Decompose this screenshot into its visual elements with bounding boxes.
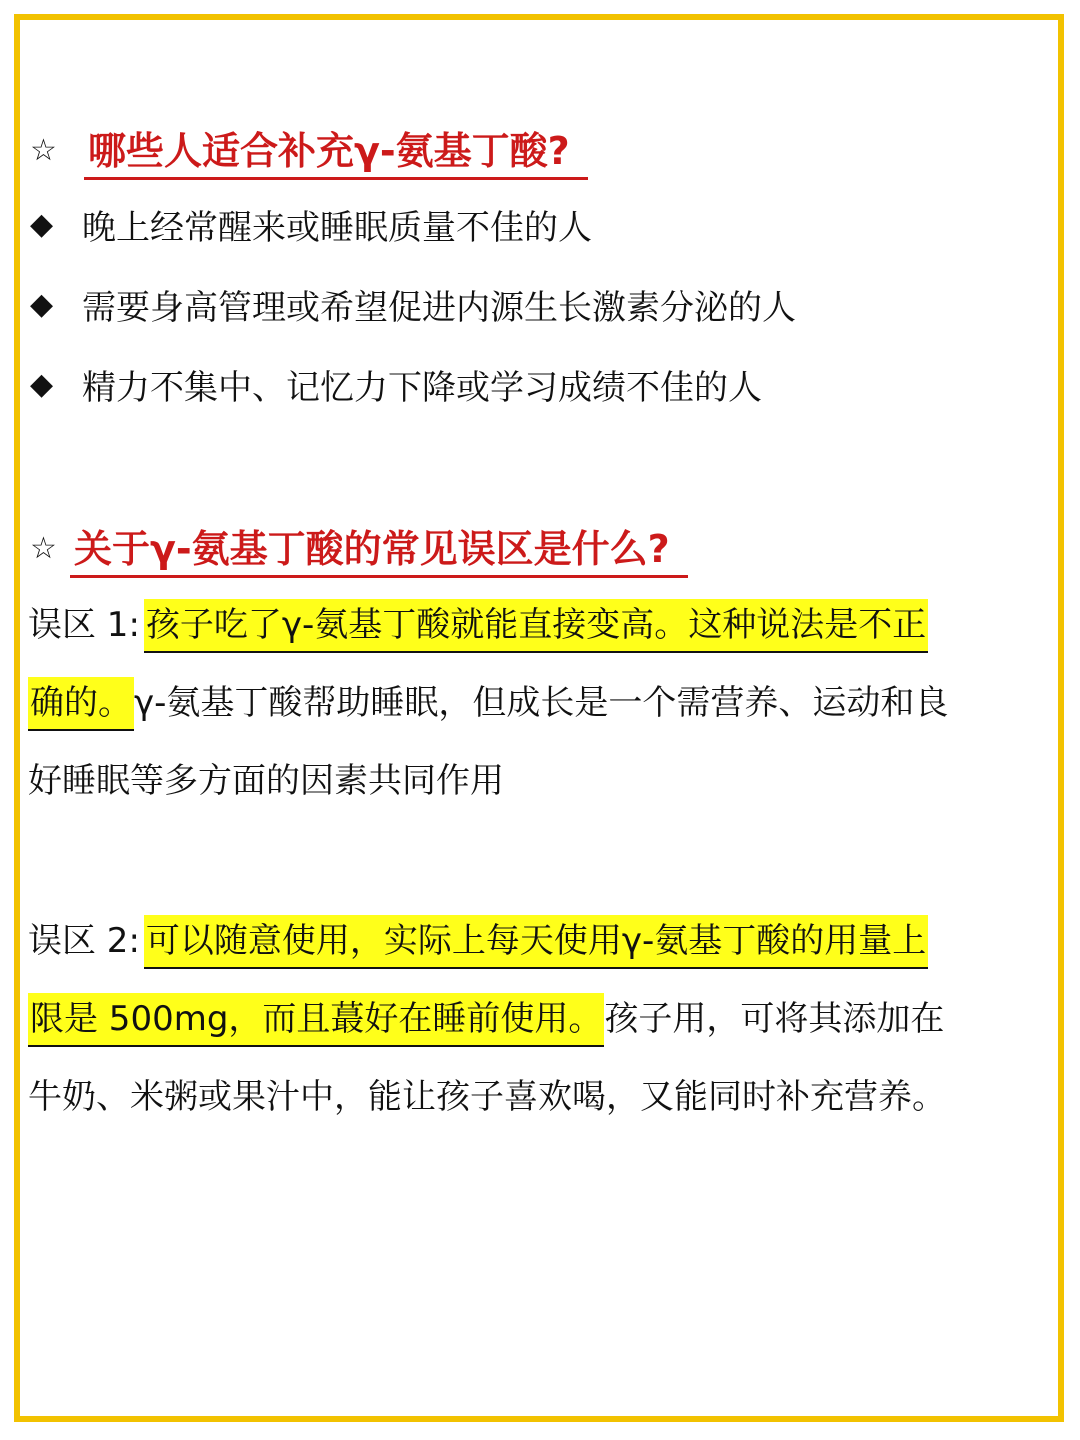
paragraph-line (28, 980, 1050, 1058)
paragraph-line (28, 902, 1050, 980)
highlighted-text: 孩子吃了γ-氨基丁酸就能直接变高。这种说法是不正 (144, 599, 928, 653)
section-heading: 关于γ-氨基丁酸的常见误区是什么? (70, 518, 688, 578)
list-item (30, 200, 592, 249)
section-title-1 (30, 120, 588, 180)
highlighted-text: 限是 500mg，而且蕞好在睡前使用。 (28, 993, 604, 1047)
body-text: 孩子用，可将其添加在 (604, 999, 945, 1039)
list-item-text: 晚上经常醒来或睡眠质量不佳的人 (82, 208, 592, 248)
section-title-2 (30, 518, 688, 578)
paragraph-line: 牛奶、米粥或果汁中，能让孩子喜欢喝，又能同时补充营养。 (28, 1077, 946, 1117)
diamond-bullet-icon: ◆ (30, 287, 54, 322)
list-item (30, 360, 762, 409)
myth-label: 误区 1: (28, 605, 140, 645)
myth-paragraph-2 (28, 902, 1050, 1136)
list-item-text: 需要身高管理或希望促进内源生长激素分泌的人 (82, 288, 796, 328)
highlighted-text: 确的。 (28, 677, 134, 731)
paragraph-line: 好睡眠等多方面的因素共同作用 (28, 761, 504, 801)
highlighted-text: 可以随意使用，实际上每天使用γ-氨基丁酸的用量上 (144, 915, 928, 969)
list-item (30, 280, 796, 329)
diamond-bullet-icon: ◆ (30, 207, 54, 242)
section-heading: 哪些人适合补充γ-氨基丁酸? (84, 120, 588, 180)
list-item-text: 精力不集中、记忆力下降或学习成绩不佳的人 (82, 368, 762, 408)
myth-paragraph-1 (28, 586, 1050, 820)
myth-label: 误区 2: (28, 921, 140, 961)
star-icon: ☆ (30, 530, 57, 566)
diamond-bullet-icon: ◆ (30, 367, 54, 402)
paragraph-line (28, 664, 1050, 742)
paragraph-line (28, 586, 1050, 664)
star-icon: ☆ (30, 132, 57, 168)
body-text: γ-氨基丁酸帮助睡眠，但成长是一个需营养、运动和良 (134, 683, 949, 723)
